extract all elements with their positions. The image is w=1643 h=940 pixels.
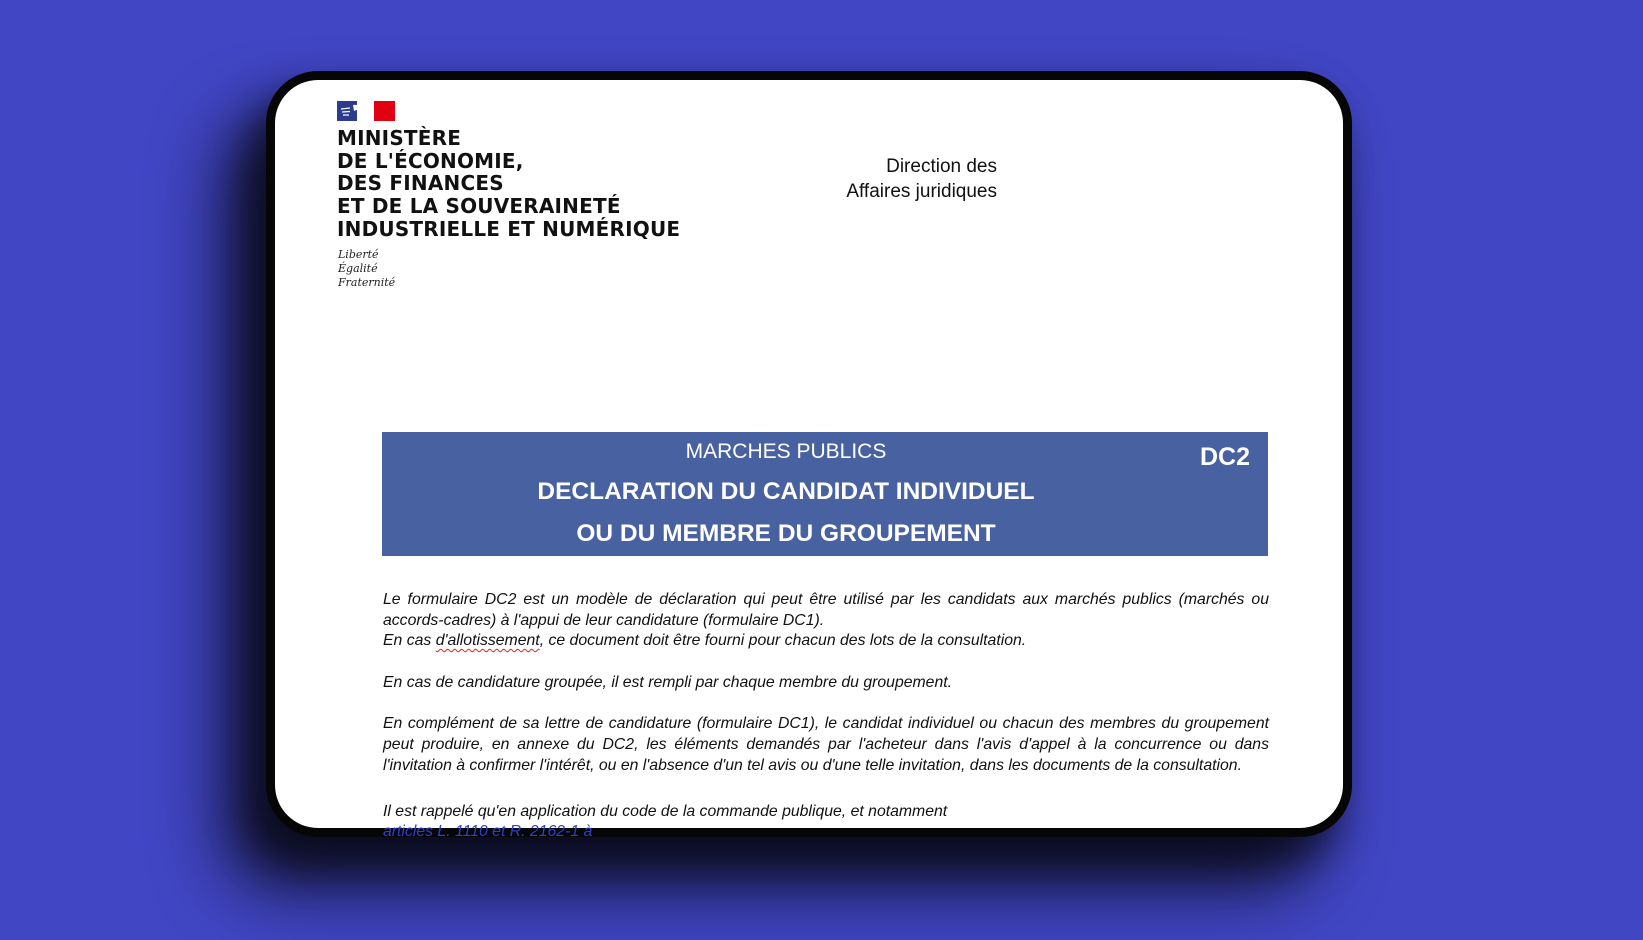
document-body <box>383 590 1269 797</box>
paragraph-text: Le formulaire DC2 est un modèle de déclaration qui peut être utilisé par les candidats aux marchés publics (marchés ou accords-cadres) à l'appui de leur candidature (formulaire DC1). <box>383 591 1269 629</box>
banner-title-line: OU DU MEMBRE DU GROUPEMENT <box>576 520 996 547</box>
ministry-line: ET DE LA SOUVERAINETÉ <box>337 194 621 219</box>
truncated-paragraph <box>383 803 1269 840</box>
legal-reference-link[interactable]: articles L. 1110 et R. 2162-1 à <box>383 823 593 840</box>
paragraph <box>383 631 1269 652</box>
flag-red-band <box>374 101 395 121</box>
banner-supertitle: MARCHES PUBLICS <box>685 440 887 463</box>
motto-line: Liberté <box>338 248 379 261</box>
direction-line: Direction des <box>886 156 997 177</box>
paragraph: En cas de candidature groupée, il est rempli par chaque membre du groupement. <box>383 673 953 691</box>
ministry-name <box>337 127 680 241</box>
motto-line: Fraternité <box>338 276 396 289</box>
form-title-banner <box>382 432 1268 556</box>
direction-line: Affaires juridiques <box>846 181 997 202</box>
paragraph: En complément de sa lettre de candidature (formulaire DC1), le candidat individuel ou chacun des membres du groupement peut produire, en annexe du DC2, les éléments demandés par l'acheteur dans l'avis d'appel à la concurrence ou dans l'invitation à confirmer l'intérêt, ou en l'absence d'un tel avis ou d'une telle invitation, dans les documents de la consultation. <box>383 715 1269 774</box>
paragraph <box>383 590 1269 631</box>
ministry-line: MINISTÈRE <box>337 126 462 150</box>
banner-title-line: DECLARATION DU CANDIDAT INDIVIDUEL <box>537 478 1035 505</box>
issuing-direction <box>815 154 997 204</box>
tablet-frame <box>266 71 1352 840</box>
motto-line: Égalité <box>338 262 378 275</box>
ministry-line: DES FINANCES <box>337 171 504 196</box>
paragraph-text: En cas <box>383 632 436 650</box>
republic-motto <box>338 248 395 290</box>
spellcheck-flagged-word[interactable]: d'allotissement <box>435 632 540 650</box>
ministry-line: INDUSTRIELLE ET NUMÉRIQUE <box>337 216 681 241</box>
marianne-flag-logo-icon <box>337 101 395 121</box>
paragraph-text: Il est rappelé qu'en application du code de la commande publique, et notamment <box>383 803 948 820</box>
document-page[interactable] <box>275 80 1343 840</box>
form-code: DC2 <box>1199 443 1250 471</box>
truncated-line <box>383 803 1269 848</box>
ministry-line: DE L'ÉCONOMIE, <box>337 148 524 173</box>
paragraph-text: , ce document doit être fourni pour chacun des lots de la consultation. <box>539 632 1027 650</box>
